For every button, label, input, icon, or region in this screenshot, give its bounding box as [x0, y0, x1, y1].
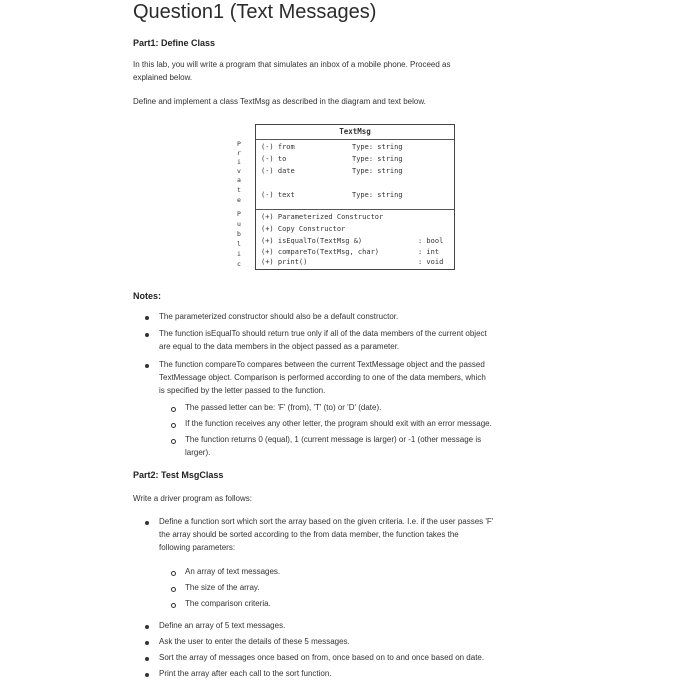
uml-class-diagram [233, 124, 457, 272]
part1-define-text: Define and implement a class TextMsg as described in the diagram and text below. [133, 97, 426, 106]
bullet-circle [171, 423, 176, 428]
part2-sub-bullet-2: The size of the array. [185, 583, 260, 592]
private-letter: P [237, 140, 241, 148]
public-letter: b [237, 230, 241, 238]
part2-bullet-4: Sort the array of messages once based on from, once based on to and once based on date. [159, 653, 485, 662]
uml-attr-type: Type: string [352, 191, 403, 199]
part2-bullet-2: Define an array of 5 text messages. [159, 621, 286, 630]
private-letter: v [237, 167, 241, 175]
bullet-circle [171, 407, 176, 412]
uml-method-return: : bool [418, 237, 444, 245]
notes-bullet-2-line1: The function isEqualTo should return true only if all of the data members of the current object [159, 329, 487, 338]
notes-bullet-3-line2: TextMessage object. Comparison is performed according to one of the data members, which [159, 373, 486, 382]
uml-attr-name: (-) text [261, 191, 295, 199]
notes-heading: Notes: [133, 291, 162, 301]
part2-sub-bullet-3: The comparison criteria. [185, 599, 271, 608]
part2-bullet-5: Print the array after each call to the sort function. [159, 669, 332, 678]
bullet-circle [171, 603, 176, 608]
notes-bullet-3-line1: The function compareTo compares between the current TextMessage object and the passed [159, 360, 485, 369]
part2-heading: Part2: Test MsgClass [133, 470, 224, 480]
part2-intro: Write a driver program as follows: [133, 494, 252, 503]
part1-intro-line1: In this lab, you will write a program that simulates an inbox of a mobile phone. Proceed as [133, 60, 451, 69]
uml-method-name: (+) compareTo(TextMsg, char) [261, 248, 380, 256]
part1-intro [133, 58, 563, 84]
part2-sub-bullet-1: An array of text messages. [185, 567, 281, 576]
bullet-dot [145, 673, 149, 677]
bullet-dot [145, 316, 149, 320]
uml-attr-name: (-) from [261, 143, 295, 151]
bullet-dot [145, 521, 149, 525]
uml-attr-name: (-) date [261, 167, 295, 175]
bullet-dot [145, 641, 149, 645]
notes-sub-bullet-3 [185, 433, 585, 459]
private-letter: i [237, 158, 241, 166]
uml-attr-type: Type: string [352, 167, 403, 175]
uml-method-name: (+) Parameterized Constructor [261, 213, 384, 221]
uml-divider [256, 209, 454, 210]
uml-method-name: (+) Copy Constructor [261, 225, 346, 233]
bullet-dot [145, 333, 149, 337]
part2-bullet-1 [159, 515, 579, 554]
private-letter: r [237, 149, 241, 157]
notes-bullet-1: The parameterized constructor should also be a default constructor. [159, 312, 399, 321]
public-letter: i [237, 250, 241, 258]
uml-class-box [255, 124, 455, 270]
public-letter: l [237, 240, 241, 248]
page-title: Question1 (Text Messages) [133, 1, 377, 23]
private-letter: t [237, 186, 241, 194]
private-letter: a [237, 176, 241, 184]
part2-bullet-3: Ask the user to enter the details of these 5 messages. [159, 637, 350, 646]
public-letter: c [237, 260, 241, 268]
notes-sub-bullet-2: If the function receives any other letter, the program should exit with an error message. [185, 419, 492, 428]
notes-bullet-2 [159, 327, 579, 353]
part1-intro-line2: explained below. [133, 73, 193, 82]
part2-bullet-1-line3: following parameters: [159, 543, 236, 552]
notes-sub-bullet-1: The passed letter can be: 'F' (from), 'T' (to) or 'D' (date). [185, 403, 382, 412]
notes-sub-bullet-3-line2: larger). [185, 448, 211, 457]
part2-bullet-1-line1: Define a function sort which sort the array based on the given criteria. I.e. if the user passes 'F' [159, 517, 494, 526]
bullet-circle [171, 571, 176, 576]
part1-heading: Part1: Define Class [133, 38, 216, 48]
bullet-circle [171, 587, 176, 592]
uml-attr-type: Type: string [352, 143, 403, 151]
uml-method-return: : void [418, 258, 444, 266]
bullet-dot [145, 657, 149, 661]
notes-bullet-2-line2: are equal to the data members in the object passed as a parameter. [159, 342, 400, 351]
bullet-circle [171, 439, 176, 444]
uml-method-name: (+) print() [261, 258, 308, 266]
uml-class-name: TextMsg [256, 125, 454, 140]
bullet-dot [145, 625, 149, 629]
uml-attr-name: (-) to [261, 155, 287, 163]
part2-bullet-1-line2: the array should be sorted according to the from data member, the function takes the [159, 530, 459, 539]
uml-attr-type: Type: string [352, 155, 403, 163]
notes-sub-bullet-3-line1: The function returns 0 (equal), 1 (current message is larger) or -1 (other message is [185, 435, 482, 444]
uml-method-return: : int [418, 248, 440, 256]
bullet-dot [145, 364, 149, 368]
notes-bullet-3 [159, 358, 579, 397]
notes-bullet-3-line3: is specified by the letter passed to the function. [159, 386, 326, 395]
private-letter: e [237, 196, 241, 204]
uml-method-name: (+) isEqualTo(TextMsg &) [261, 237, 363, 245]
public-letter: u [237, 220, 241, 228]
public-letter: P [237, 210, 241, 218]
